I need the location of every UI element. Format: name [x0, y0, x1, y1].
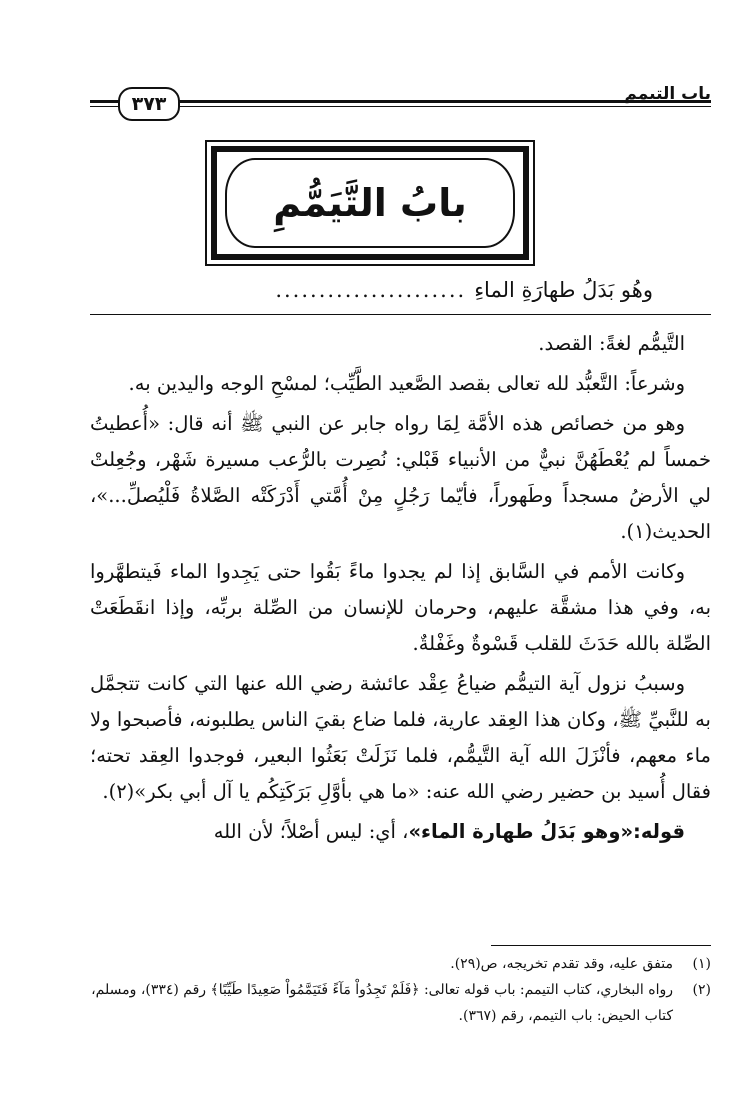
paragraph-definition-lugha: التَّيمُّم لغةً: القصد. [538, 332, 685, 355]
footnote-2 [90, 977, 711, 1029]
matn-rule [90, 314, 711, 315]
qawluhu-quote: «وهو بَدَلُ طهارة الماء» [408, 820, 634, 843]
paragraph-qawluhu [90, 814, 711, 850]
matn-dots: ...................... [275, 278, 467, 302]
chapter-title: بابُ التَّيَمُّمِ [273, 181, 467, 225]
footnote-mark: (١) [692, 956, 711, 972]
header-rule-right [172, 100, 711, 107]
page-number: ٣٧٣ [118, 87, 180, 121]
running-header: باب التيمم [624, 84, 711, 104]
footnote-rule [491, 945, 711, 946]
footnote-1 [90, 951, 711, 977]
footnote-text: متفق عليه، وقد تقدم تخريجه، ص(٢٩). [450, 956, 673, 972]
paragraph-definition-shar: وشرعاً: التَّعبُّد لله تعالى بقصد الصَّعيد الطَّيِّب؛ لمسْحِ الوجه واليدين به. [128, 372, 685, 395]
footnote-text: رواه البخاري، كتاب التيمم: باب قوله تعالى: ﴿فَلَمْ تَجِدُواْ مَآءً فَتَيَمَّمُواْ صَعِيدًا طَيِّبًا﴾ رقم (٣٣٤)، ومسلم، كتاب الحيض: باب التيمم، رقم (٣٦٧). [91, 982, 673, 1024]
chapter-title-frame [205, 140, 535, 266]
chapter-title-cartouche [225, 158, 515, 248]
paragraph-hadith-jabir: وهو من خصائص هذه الأمَّة لِمَا رواه جابر عن النبي ﷺ أنه قال: «أُعطيتُ خمساً لم يُعْطَهُنَّ نبيٌّ من الأنبياء قَبْلي: نُصِرت بالرُّعب مسيرة شَهْر، وجُعِلتْ لي الأرضُ مسجداً وطَهوراً، فأيّما رَجُلٍ مِنْ أُمَّتي أَدْرَكَتْه الصَّلاةُ فَلْيُصلِّ...»، الحديث(١). [90, 412, 711, 543]
matn-text: وهُو بَدَلُ طهارَةِ الماءِ [474, 278, 653, 302]
qawluhu-label: قوله: [633, 820, 685, 843]
matn-line [108, 278, 653, 302]
body-text [90, 326, 711, 854]
footnote-mark: (٢) [692, 982, 711, 998]
qawluhu-text: ، أي: ليس أصْلاً؛ لأن الله [213, 820, 409, 843]
footnotes [90, 951, 711, 1029]
paragraph-revelation-cause: وسببُ نزول آية التيمُّم ضياعُ عِقْد عائشة رضي الله عنها التي كانت تتجمَّل به للنَّبيِّ ﷺ، وكان هذا العِقد عارية، فلما ضاع بقيَ الناس يطلبونه، فأصبحوا ولا ماء معهم، فأنْزَلَ الله آية التَّيمُّم، فلما نَزَلَتْ بَعَثُوا البعير، فوجدوا العِقد تحته؛ فقال أُسيد بن حضير رضي الله عنه: «ما هي بأوَّلِ بَرَكَتِكُم يا آل أبي بكر»(٢). [90, 672, 711, 803]
paragraph-previous-nations: وكانت الأمم في السَّابق إذا لم يجدوا ماءً بَقُوا حتى يَجِدوا الماء فَيتطهَّروا به، وفي هذا مشقَّة عليهم، وحرمان للإنسان من الصِّلة بربِّه، وإذا انقَطَعَتْ الصِّلة بالله حَدَثَ للقلب قَسْوةٌ وغَفْلةٌ. [90, 560, 711, 655]
